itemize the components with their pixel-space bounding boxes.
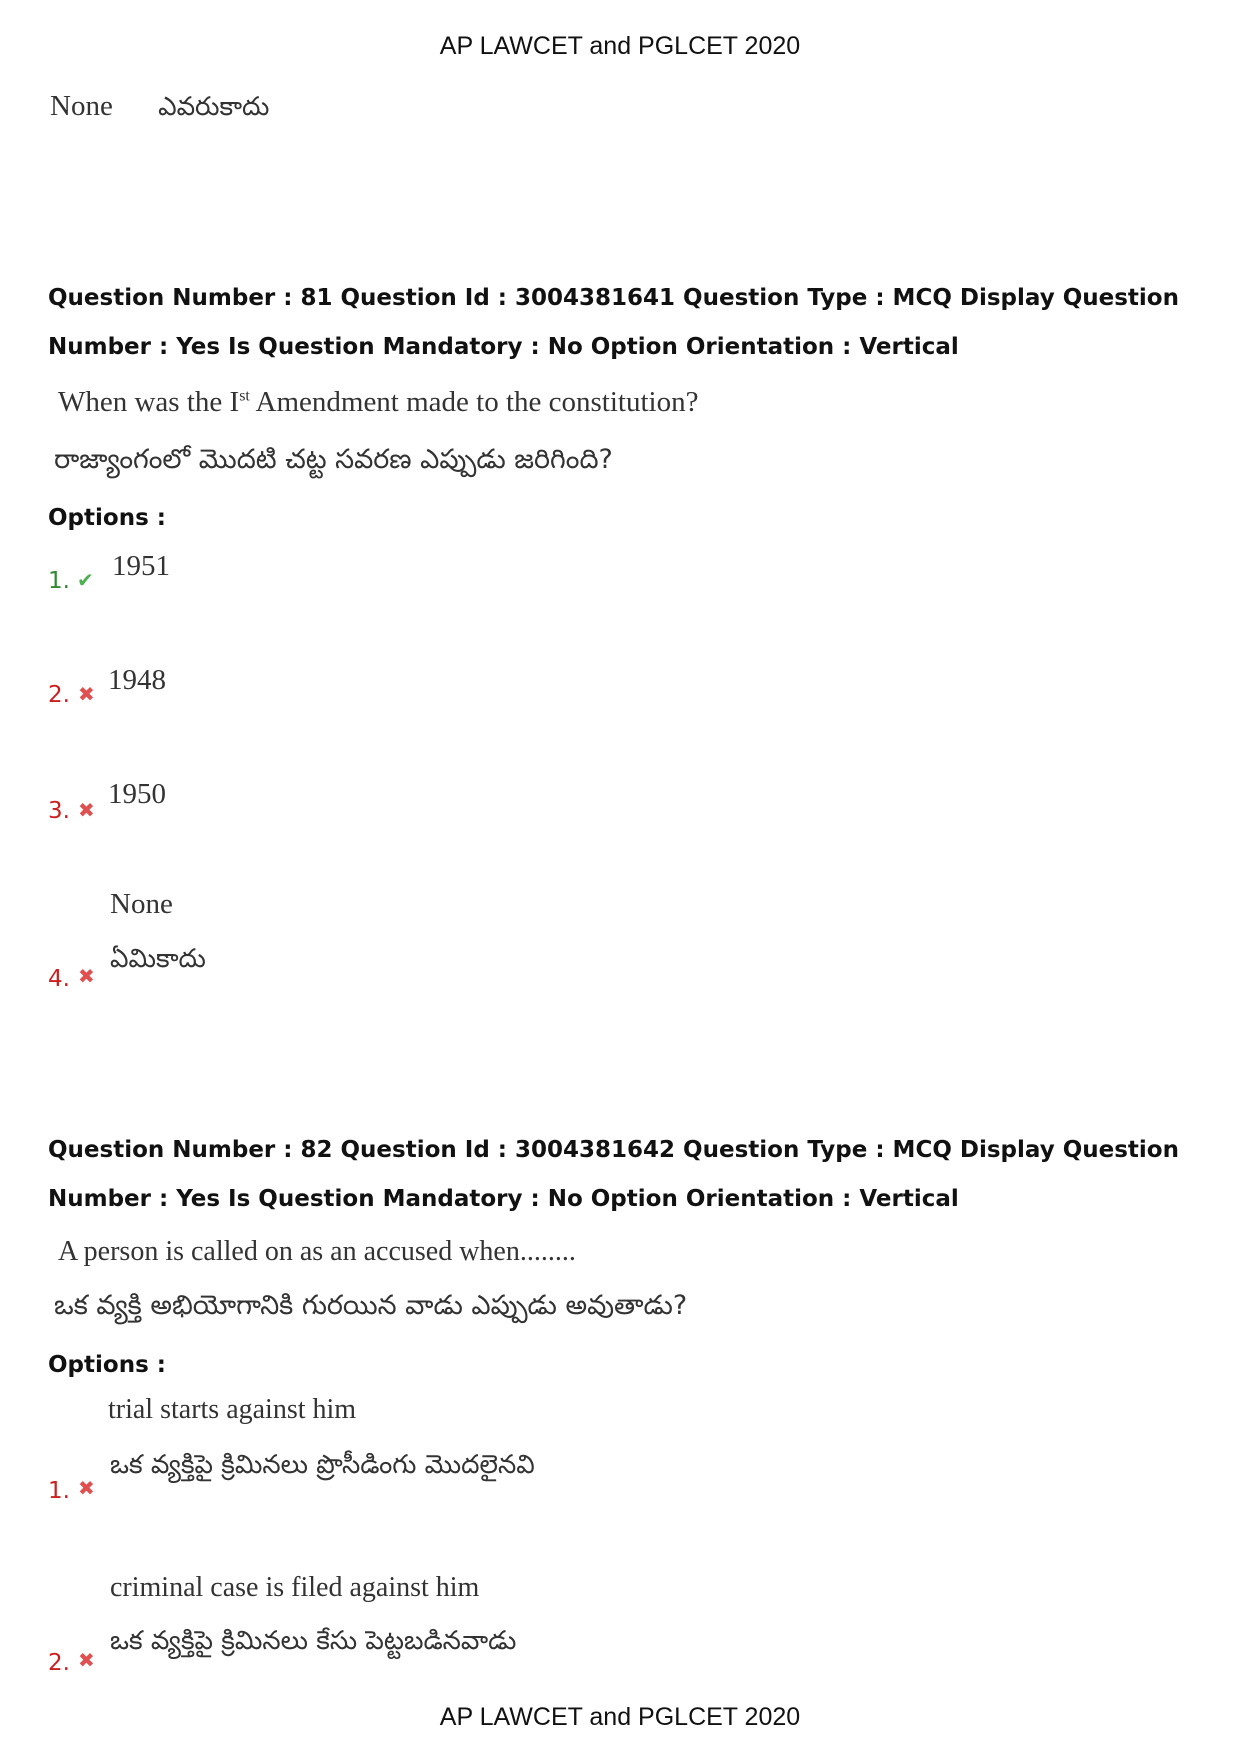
check-icon: ✔ [77,568,94,592]
option-number: 2. [48,1650,70,1676]
question-meta-line: Number : Yes Is Question Mandatory : No Option Orientation : Vertical [48,1186,959,1212]
cross-icon: ✖ [78,964,95,988]
question-82-text-en: A person is called on as an accused when........ [58,1236,576,1267]
option-number: 3. [48,798,70,824]
question-81-text-te: రాజ్యాంగంలో మొదటి చట్ట సవరణ ఎప్పుడు జరిగింది? [54,444,613,475]
question-82-meta [48,1126,1198,1224]
option-number: 1. [48,568,70,594]
carryover-option-te: ఎవరుకాదు [158,92,270,122]
question-82-text-te: ఒక వ్యక్తి అభియోగానికి గురయిన వాడు ఎప్పుడు అవుతాడు? [54,1290,688,1321]
question-81-meta [48,274,1198,372]
option-text-te: ఒక వ్యక్తిపై క్రిమినలు ప్రొసీడింగు మొదలైనవి [110,1450,535,1480]
option-number: 2. [48,682,70,708]
cross-icon: ✖ [78,1648,95,1672]
option-text-te: ఒక వ్యక్తిపై క్రిమినలు కేసు పెట్టబడినవాడు [110,1626,517,1656]
question-meta-line: Number : Yes Is Question Mandatory : No Option Orientation : Vertical [48,334,959,360]
option-number: 4. [48,966,70,992]
page-footer: AP LAWCET and PGLCET 2020 [439,1703,801,1731]
option-text-te: ఏమికాదు [110,944,206,974]
option-number: 1. [48,1478,70,1504]
option-text: 1950 [108,778,166,810]
carryover-option-en: None [50,90,113,122]
question-text-part: When was the I [58,386,240,418]
options-label: Options : [48,505,166,531]
option-text: 1948 [108,664,166,696]
page-header: AP LAWCET and PGLCET 2020 [439,32,801,60]
carryover-option [50,90,269,128]
option-text: criminal case is filed against him [110,1572,480,1603]
options-label: Options : [48,1352,166,1378]
cross-icon: ✖ [78,682,95,706]
ordinal-suffix: st [239,387,250,405]
option-text: trial starts against him [108,1394,357,1425]
question-meta-line: Question Number : 82 Question Id : 3004381642 Question Type : MCQ Display Question [48,1137,1179,1163]
question-text-part: Amendment made to the constitution? [249,386,699,418]
cross-icon: ✖ [78,798,95,822]
option-text: 1951 [112,550,170,582]
question-meta-line: Question Number : 81 Question Id : 3004381641 Question Type : MCQ Display Question [48,285,1179,311]
option-text: None [110,888,173,920]
question-81-text-en [58,386,698,419]
cross-icon: ✖ [78,1476,95,1500]
